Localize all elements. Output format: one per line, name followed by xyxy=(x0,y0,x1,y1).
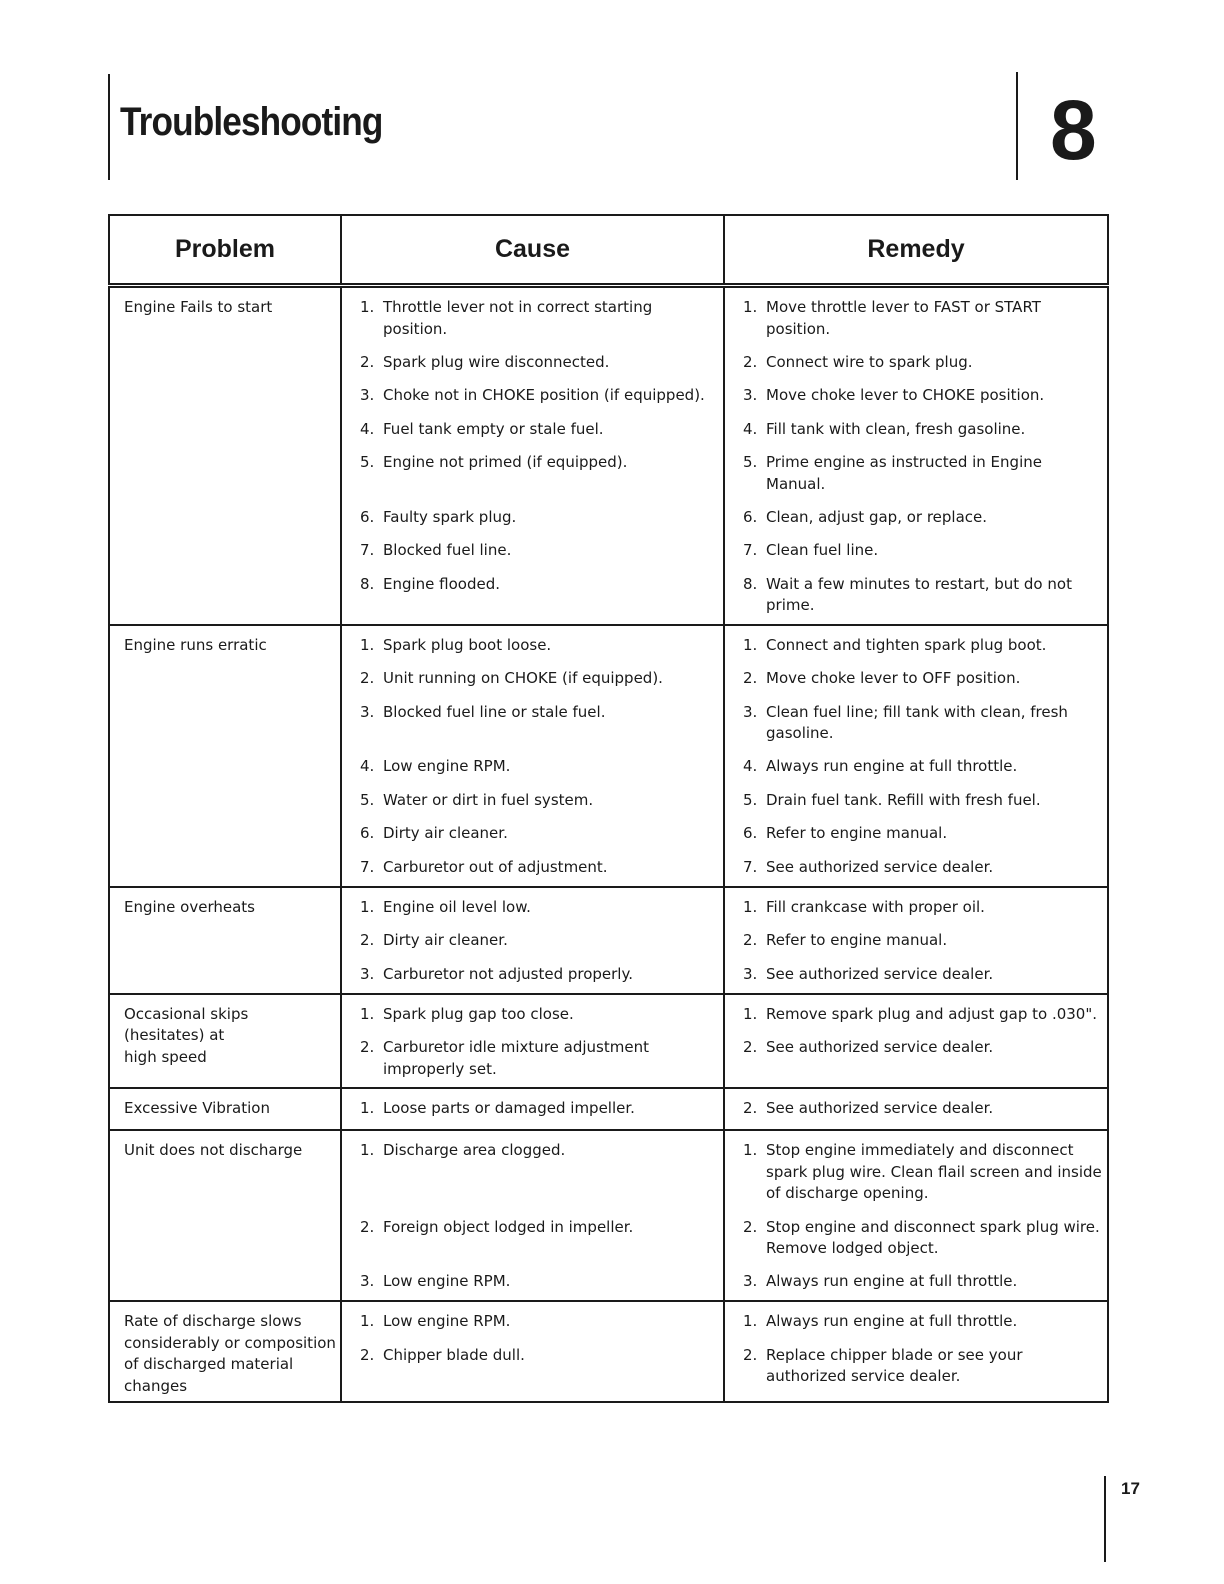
item-text: Spark plug boot loose. xyxy=(383,635,552,654)
item-text: Move choke lever to CHOKE position. xyxy=(766,386,1045,404)
item-number: 4. xyxy=(360,419,375,438)
remedy-list xyxy=(743,297,1103,617)
item-text: Throttle lever not in correct starting position. xyxy=(383,298,653,338)
item-number: 7. xyxy=(743,541,758,559)
problem-cell xyxy=(109,1088,341,1130)
problem-cell xyxy=(109,625,341,887)
cause-item xyxy=(360,668,719,690)
item-number: 5. xyxy=(360,790,375,809)
problem-text: Excessive Vibration xyxy=(124,1099,270,1117)
remedy-list xyxy=(743,635,1103,879)
item-number: 4. xyxy=(743,419,758,438)
item-text: Always run engine at full throttle. xyxy=(766,1312,1018,1330)
remedy-item xyxy=(743,857,1103,879)
cause-item xyxy=(360,1037,719,1080)
item-number: 8. xyxy=(360,574,375,593)
cause-item xyxy=(360,1271,719,1293)
remedy-item xyxy=(743,1098,1103,1120)
item-text: Chipper blade dull. xyxy=(383,1345,525,1364)
cause-item xyxy=(360,1217,719,1260)
cause-cell xyxy=(341,286,724,625)
item-text: Fuel tank empty or stale fuel. xyxy=(383,419,604,438)
cause-item xyxy=(360,1345,719,1388)
item-text: Stop engine and disconnect spark plug wire. Remove lodged object. xyxy=(766,1217,1100,1257)
item-text: Dirty air cleaner. xyxy=(383,931,508,949)
problem-text: Engine runs erratic xyxy=(124,635,267,654)
table-row xyxy=(109,625,1108,887)
cause-list xyxy=(360,1004,719,1081)
item-text: Clean, adjust gap, or replace. xyxy=(766,507,988,526)
table-row xyxy=(109,994,1108,1089)
problem-cell xyxy=(109,286,341,625)
remedy-item xyxy=(743,1037,1103,1080)
item-text: Connect and tighten spark plug boot. xyxy=(766,635,1047,654)
remedy-item xyxy=(743,385,1103,407)
cause-list xyxy=(360,1140,719,1293)
item-text: Faulty spark plug. xyxy=(383,507,517,526)
remedy-item xyxy=(743,540,1103,562)
column-header-problem: Problem xyxy=(109,215,341,286)
column-header-remedy: Remedy xyxy=(724,215,1108,286)
item-number: 1. xyxy=(360,298,375,316)
item-text: Fill crankcase with proper oil. xyxy=(766,897,985,916)
remedy-item xyxy=(743,930,1103,952)
table-header-row xyxy=(109,215,1108,286)
item-text: Prime engine as instructed in Engine Manual. xyxy=(766,453,1042,493)
footer-rule xyxy=(1104,1476,1106,1562)
item-number: 3. xyxy=(360,702,375,721)
cause-item xyxy=(360,352,719,374)
remedy-item xyxy=(743,352,1103,374)
item-text: Water or dirt in fuel system. xyxy=(383,790,594,809)
item-number: 3. xyxy=(743,702,758,721)
page-number: 17 xyxy=(1121,1479,1140,1498)
table-row xyxy=(109,1301,1108,1402)
cause-item xyxy=(360,897,719,919)
item-number: 1. xyxy=(743,635,758,654)
problem-cell xyxy=(109,994,341,1089)
remedy-item xyxy=(743,702,1103,745)
item-number: 4. xyxy=(743,757,758,775)
table-row xyxy=(109,1088,1108,1130)
item-text: Clean fuel line; fill tank with clean, fresh gasoline. xyxy=(766,702,1068,742)
item-text: Connect wire to spark plug. xyxy=(766,352,973,371)
remedy-item xyxy=(743,452,1103,495)
remedy-item xyxy=(743,419,1103,441)
item-text: Refer to engine manual. xyxy=(766,931,948,949)
cause-item xyxy=(360,385,719,407)
cause-cell xyxy=(341,1301,724,1402)
remedy-cell xyxy=(724,286,1108,625)
remedy-cell xyxy=(724,625,1108,887)
chapter-number: 8 xyxy=(1050,83,1097,177)
item-text: Choke not in CHOKE position (if equipped). xyxy=(383,386,705,404)
item-number: 3. xyxy=(743,386,758,404)
item-number: 2. xyxy=(743,1038,758,1056)
item-text: Engine not primed (if equipped). xyxy=(383,453,628,471)
item-number: 1. xyxy=(360,1099,375,1117)
remedy-item xyxy=(743,507,1103,529)
item-number: 2. xyxy=(360,669,375,687)
remedy-list xyxy=(743,1098,1103,1120)
remedy-item xyxy=(743,790,1103,812)
remedy-item xyxy=(743,1345,1103,1388)
item-number: 1. xyxy=(743,897,758,916)
item-text: Fill tank with clean, fresh gasoline. xyxy=(766,419,1026,438)
remedy-item xyxy=(743,1004,1103,1026)
item-text: Spark plug gap too close. xyxy=(383,1004,574,1023)
chapter-rule xyxy=(1016,72,1018,180)
item-text: Loose parts or damaged impeller. xyxy=(383,1099,635,1117)
remedy-item xyxy=(743,897,1103,919)
item-number: 1. xyxy=(360,1141,375,1159)
item-text: Blocked fuel line or stale fuel. xyxy=(383,702,606,721)
remedy-item xyxy=(743,574,1103,617)
problem-cell xyxy=(109,887,341,994)
cause-item xyxy=(360,790,719,812)
cause-list xyxy=(360,297,719,617)
item-text: Move choke lever to OFF position. xyxy=(766,669,1021,687)
item-text: Blocked fuel line. xyxy=(383,541,512,559)
remedy-item xyxy=(743,964,1103,986)
item-number: 2. xyxy=(360,931,375,949)
item-text: Dirty air cleaner. xyxy=(383,824,508,842)
troubleshooting-table xyxy=(108,214,1109,1403)
cause-item xyxy=(360,1098,719,1120)
item-text: Drain fuel tank. Refill with fresh fuel. xyxy=(766,790,1041,809)
item-number: 5. xyxy=(743,453,758,471)
item-text: Unit running on CHOKE (if equipped). xyxy=(383,669,663,687)
item-number: 2. xyxy=(360,352,375,371)
item-number: 8. xyxy=(743,574,758,593)
remedy-cell xyxy=(724,1088,1108,1130)
item-number: 2. xyxy=(360,1038,375,1056)
cause-cell xyxy=(341,994,724,1089)
item-number: 3. xyxy=(743,964,758,983)
problem-text: Unit does not discharge xyxy=(124,1141,303,1159)
cause-cell xyxy=(341,887,724,994)
cause-item xyxy=(360,635,719,657)
item-text: Carburetor not adjusted properly. xyxy=(383,964,633,983)
cause-list xyxy=(360,1098,719,1120)
item-text: Low engine RPM. xyxy=(383,1272,511,1290)
cause-cell xyxy=(341,625,724,887)
item-text: Carburetor out of adjustment. xyxy=(383,857,608,876)
remedy-item xyxy=(743,1271,1103,1293)
cause-cell xyxy=(341,1088,724,1130)
item-number: 1. xyxy=(360,1004,375,1023)
remedy-item xyxy=(743,756,1103,778)
problem-text: Engine Fails to start xyxy=(124,298,273,316)
item-text: Carburetor idle mixture adjustment improperly set. xyxy=(383,1038,649,1078)
item-text: Wait a few minutes to restart, but do not prime. xyxy=(766,574,1072,614)
item-number: 1. xyxy=(743,298,758,316)
cause-list xyxy=(360,1311,719,1388)
item-number: 6. xyxy=(743,507,758,526)
remedy-item xyxy=(743,635,1103,657)
cause-item xyxy=(360,823,719,845)
item-number: 7. xyxy=(743,857,758,876)
item-number: 2. xyxy=(743,1217,758,1236)
item-number: 1. xyxy=(743,1004,758,1023)
remedy-item xyxy=(743,823,1103,845)
item-number: 6. xyxy=(360,824,375,842)
cause-item xyxy=(360,1311,719,1333)
column-header-cause: Cause xyxy=(341,215,724,286)
cause-item xyxy=(360,507,719,529)
cause-cell xyxy=(341,1130,724,1301)
remedy-cell xyxy=(724,1301,1108,1402)
cause-item xyxy=(360,702,719,745)
item-text: Always run engine at full throttle. xyxy=(766,757,1018,775)
cause-item xyxy=(360,1004,719,1026)
remedy-item xyxy=(743,297,1103,340)
item-number: 7. xyxy=(360,857,375,876)
cause-list xyxy=(360,635,719,879)
item-text: See authorized service dealer. xyxy=(766,1038,994,1056)
item-text: Replace chipper blade or see your authorized service dealer. xyxy=(766,1345,1023,1385)
item-text: Always run engine at full throttle. xyxy=(766,1272,1018,1290)
problem-text: Rate of discharge slows considerably or composition of discharged material changes xyxy=(124,1312,336,1395)
item-number: 3. xyxy=(743,1272,758,1290)
item-number: 3. xyxy=(360,1272,375,1290)
item-text: See authorized service dealer. xyxy=(766,964,994,983)
table-row xyxy=(109,887,1108,994)
table-row xyxy=(109,1130,1108,1301)
problem-text: Occasional skips (hesitates) at high speed xyxy=(124,1004,249,1066)
item-number: 1. xyxy=(360,897,375,916)
item-text: Foreign object lodged in impeller. xyxy=(383,1217,634,1236)
item-number: 2. xyxy=(743,669,758,687)
item-number: 2. xyxy=(743,1345,758,1364)
cause-item xyxy=(360,1140,719,1205)
item-number: 6. xyxy=(743,824,758,842)
item-text: Refer to engine manual. xyxy=(766,824,948,842)
item-number: 2. xyxy=(743,352,758,371)
item-text: Engine flooded. xyxy=(383,574,501,593)
remedy-list xyxy=(743,1004,1103,1081)
item-text: Spark plug wire disconnected. xyxy=(383,352,610,371)
item-number: 5. xyxy=(360,453,375,471)
remedy-item xyxy=(743,1217,1103,1260)
item-text: Remove spark plug and adjust gap to .030". xyxy=(766,1004,1098,1023)
item-text: Discharge area clogged. xyxy=(383,1141,566,1159)
item-number: 1. xyxy=(360,635,375,654)
cause-item xyxy=(360,419,719,441)
cause-item xyxy=(360,756,719,778)
item-number: 4. xyxy=(360,757,375,775)
problem-cell xyxy=(109,1130,341,1301)
item-text: Move throttle lever to FAST or START position. xyxy=(766,298,1041,338)
item-number: 7. xyxy=(360,541,375,559)
item-text: Low engine RPM. xyxy=(383,757,511,775)
item-number: 1. xyxy=(360,1312,375,1330)
problem-cell xyxy=(109,1301,341,1402)
item-text: Engine oil level low. xyxy=(383,897,531,916)
title-rule xyxy=(108,74,110,180)
remedy-item xyxy=(743,1311,1103,1333)
remedy-cell xyxy=(724,1130,1108,1301)
item-text: See authorized service dealer. xyxy=(766,1099,994,1117)
item-text: Clean fuel line. xyxy=(766,541,879,559)
item-number: 5. xyxy=(743,790,758,809)
item-number: 3. xyxy=(360,964,375,983)
cause-item xyxy=(360,297,719,340)
table-body xyxy=(109,286,1108,1403)
cause-item xyxy=(360,930,719,952)
remedy-cell xyxy=(724,887,1108,994)
item-number: 6. xyxy=(360,507,375,526)
remedy-list xyxy=(743,897,1103,986)
item-text: Low engine RPM. xyxy=(383,1312,511,1330)
problem-text: Engine overheats xyxy=(124,897,255,916)
item-number: 1. xyxy=(743,1312,758,1330)
item-text: Stop engine immediately and disconnect spark plug wire. Clean flail screen and inside of discharge opening. xyxy=(766,1141,1102,1202)
item-number: 2. xyxy=(743,1099,758,1117)
remedy-list xyxy=(743,1311,1103,1388)
cause-item xyxy=(360,540,719,562)
cause-item xyxy=(360,857,719,879)
remedy-item xyxy=(743,1140,1103,1205)
cause-item xyxy=(360,964,719,986)
cause-item xyxy=(360,574,719,617)
item-number: 2. xyxy=(360,1217,375,1236)
cause-list xyxy=(360,897,719,986)
item-number: 1. xyxy=(743,1141,758,1159)
remedy-item xyxy=(743,668,1103,690)
item-text: See authorized service dealer. xyxy=(766,857,994,876)
page-title: Troubleshooting xyxy=(120,100,383,144)
item-number: 2. xyxy=(743,931,758,949)
item-number: 3. xyxy=(360,386,375,404)
remedy-cell xyxy=(724,994,1108,1089)
remedy-list xyxy=(743,1140,1103,1293)
table-row xyxy=(109,286,1108,625)
item-number: 2. xyxy=(360,1345,375,1364)
cause-item xyxy=(360,452,719,495)
